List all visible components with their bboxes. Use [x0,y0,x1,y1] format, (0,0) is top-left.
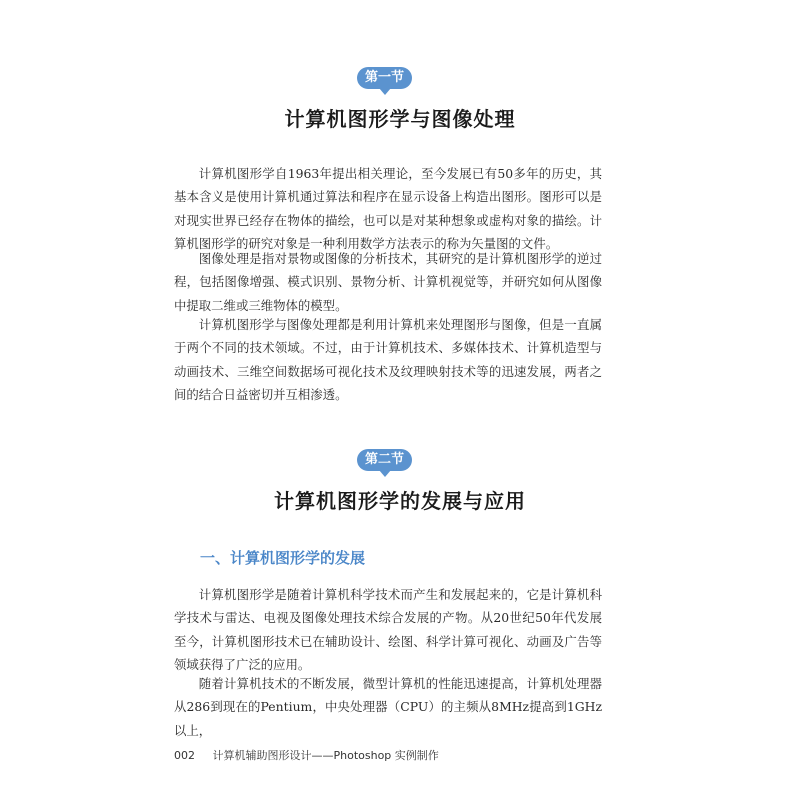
section-2-paragraph-2: 随着计算机技术的不断发展，微型计算机的性能迅速提高，计算机处理器从286到现在的Pentium，中央处理器（CPU）的主频从8MHz提高到1GHz以上， [174,676,602,738]
book-title: 计算机辅助图形设计——Photoshop 实例制作 [212,749,439,762]
section-2-title: 计算机图形学的发展与应用 [274,489,526,513]
section-1-paragraph-2: 图像处理是指对景物或图像的分析技术，其研究的是计算机图形学的逆过程，包括图像增强、模式识别、景物分析、计算机视觉等，并研究如何从图像中提取二维或三维物体的模型。 [174,251,602,313]
subsection-heading: 一、计算机图形学的发展 [200,549,366,567]
section-1-title: 计算机图形学与图像处理 [284,107,516,131]
section-1-badge: 第一节 [357,67,412,89]
section-2-badge: 第二节 [357,449,412,471]
section-1-paragraph-3: 计算机图形学与图像处理都是利用计算机来处理图形与图像，但是一直属于两个不同的技术领域。不过，由于计算机技术、多媒体技术、计算机造型与动画技术、三维空间数据场可视化技术及纹理映射技术等的迅速发展，两者之间的结合日益密切并互相渗透。 [174,317,602,403]
page-number: 002 [174,749,195,762]
section-2-paragraph-1: 计算机图形学是随着计算机科学技术而产生和发展起来的，它是计算机科学技术与雷达、电视及图像处理技术综合发展的产物。从20世纪50年代发展至今，计算机图形技术已在辅助设计、绘图、科学计算可视化、动画及广告等领域获得了广泛的应用。 [174,587,602,673]
page-footer [174,747,439,763]
section-1-paragraph-1: 计算机图形学自1963年提出相关理论，至今发展已有50多年的历史，其基本含义是使用计算机通过算法和程序在显示设备上构造出图形。图形可以是对现实世界已经存在物体的描绘，也可以是对某种想象或虚构对象的描绘。计算机图形学的研究对象是一种利用数学方法表示的称为矢量图的文件。 [174,166,602,252]
